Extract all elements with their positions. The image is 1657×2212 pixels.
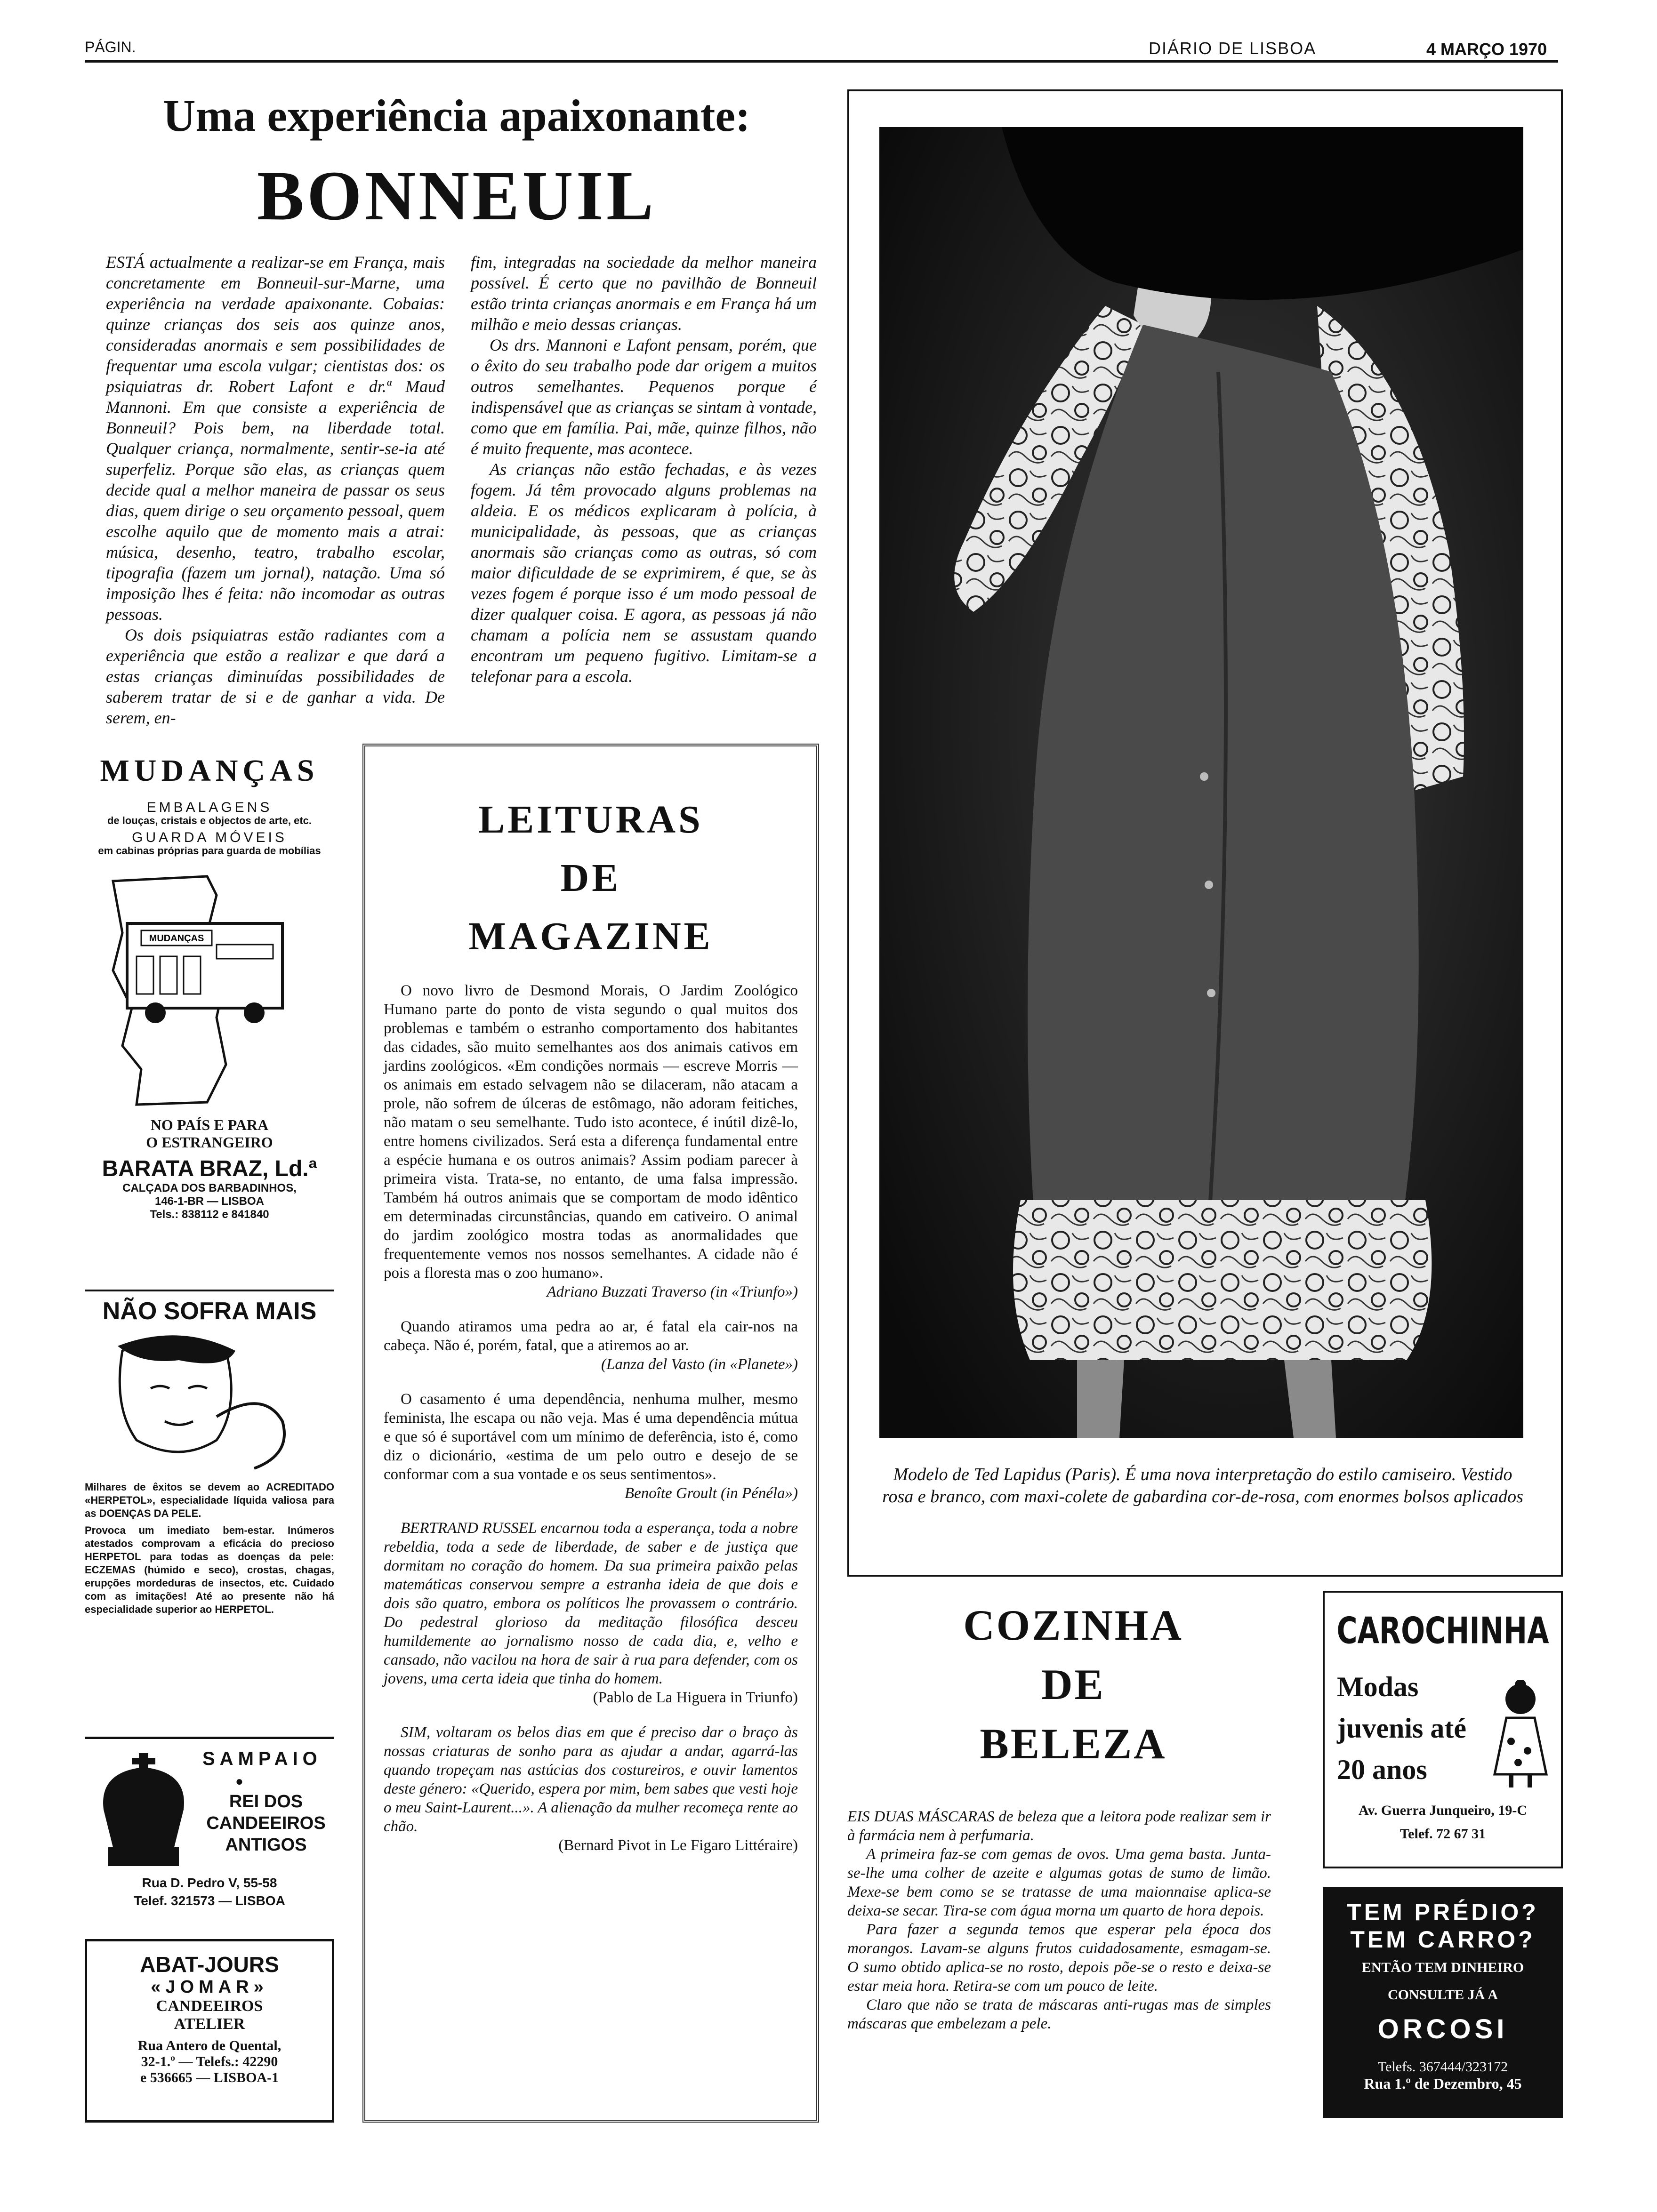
mudancas-title: MUDANÇAS (100, 753, 319, 788)
orcosi-name: ORCOSI (1377, 2014, 1508, 2044)
fashion-photo (879, 127, 1523, 1438)
carochinha-phone: Telef. 72 67 31 (1400, 1826, 1486, 1842)
mudancas-ad (85, 753, 334, 1252)
jomar-line: CANDEEIROS (156, 1997, 263, 2015)
truck-label: MUDANÇAS (149, 933, 204, 944)
cozinha-paragraph: A primeira faz-se com gemas de ovos. Uma gema basta. Junta-se-lhe uma colher de azeite e algumas gotas de sumo de limão. Mexe-se bem como se se tratasse de uma maionnaise aplica-se deixa-se secar. Tira-se com água morna um quarto de hora depois. (847, 1846, 1271, 1919)
orcosi-line: TEM CARRO? (1350, 1926, 1536, 1953)
sampaio-line: REI DOS (229, 1792, 303, 1811)
herpetol-text: Provoca um imediato bem-estar. Inúmeros atestados comprovam a eficácia do precioso HERPETOL para todas as doenças da pele: ECZEMAS (húmido e seco), crostas, chagas, erupções mordeduras de insectos, etc. Cuidado com as imitações! Até ao presente não há especialidade superior ao HERPETOL. (85, 1524, 334, 1615)
mudancas-address: CALÇADA DOS BARBADINHOS, (122, 1182, 297, 1194)
issue-date: 4 MARÇO 1970 (1426, 40, 1547, 59)
jomar-address: e 536665 — LISBOA-1 (140, 2070, 279, 2085)
newspaper-name: DIÁRIO DE LISBOA (1149, 39, 1317, 58)
mudancas-pais: NO PAÍS E PARA (150, 1116, 269, 1133)
carochinha-line: 20 anos (1337, 1754, 1427, 1785)
bonneuil-paragraph: fim, integradas na sociedade da melhor maneira possível. É certo que no pavilhão de Bonneuil estão trinta crianças anormais e em França há um milhão e meio dessas crianças. (471, 253, 817, 334)
carochinha-line: Modas (1337, 1671, 1419, 1702)
header-rule (85, 60, 1558, 63)
cozinha-title-line: BELEZA (980, 1720, 1167, 1768)
leituras-title-line: MAGAZINE (468, 914, 713, 958)
orcosi-phone: Telefs. 367444/323172 (1377, 2059, 1508, 2075)
jomar-address: Rua Antero de Quental, (137, 2038, 282, 2053)
sampaio-phone: Telef. 321573 — LISBOA (134, 1893, 285, 1908)
orcosi-address: Rua 1.º de Dezembro, 45 (1364, 2075, 1522, 2092)
sampaio-ad (85, 1737, 334, 1915)
page-label: PÁGIN. (85, 39, 136, 56)
leituras-quote: O novo livro de Desmond Morais, O Jardim Zoológico Humano parte do ponto de vista segundo o qual muitos dos problemas e também o estranho comportamento dos habitantes das cidades, são muito semelhantes aos dos animais cativos em jardins zoológicos. «Em condições normais — escreve Morris — os animais em estado selvagem não se dilaceram, não atacam a prole, não sofrem de úlceras de estômago, não adoram feitiches, não matam o seu semelhante. Tudo isto acontece, é inútil dizê-lo, entre homens civilizados. Será esta a diferença fundamental entre a espécie humana e os outros animais? Assim podiam parecer à primeira vista. Trata-se, no entanto, de uma falsa impressão. Também há outros animais que se comportam de modo idêntico em determinadas circunstâncias, quando em cativeiro. O animal do jardim zoológico mostra todas as anormalidades que frequentemente vemos nos nossos semelhantes. A cidade não é pois a floresta mas o zoo humano». (384, 982, 798, 1282)
herpetol-ad (85, 1290, 334, 1713)
bonneuil-paragraph: ESTÁ actualmente a realizar-se em França, mais concretamente em Bonneuil-sur-Marne, uma experiência na verdade apaixonante. Cobaias: quinze crianças dos seis aos quinze anos, consideradas anormais e sem possibilidades de frequentar uma escola vulgar; cientistas dos: os psiquiatras dr. Robert Lafont e dr.ª Maud Mannoni. Em que consiste a experiência de Bonneuil? Pois bem, na liberdade total. Qualquer criança, normalmente, sentir-se-ia até superfeliz. Porque são elas, as crianças quem decide qual a melhor maneira de passar os seus dias, quem dirige o seu orçamento pessoal, quem escolhe aquilo que de momento mais a atrai: música, desenho, teatro, trabalho escolar, tipografia (fazem um jornal), natação. Uma só imposição lhes é feita: não incomodar as outras pessoas. (106, 253, 445, 624)
leituras-body (384, 981, 798, 1871)
bonneuil-column-2 (471, 252, 817, 687)
bonneuil-column-1 (106, 252, 445, 728)
mudancas-line: de louças, cristais e objectos de arte, etc. (107, 815, 312, 826)
sampaio-line: CANDEEIROS (206, 1813, 326, 1833)
leituras-quote: Quando atiramos uma pedra ao ar, é fatal ela cair-nos na cabeça. Não é, porém, fatal, que a atiremos ao ar. (384, 1318, 798, 1354)
mudancas-line: em cabinas próprias para guarda de mobílias (98, 845, 321, 857)
woman-face-icon (85, 1332, 330, 1473)
mudancas-phone: Tels.: 838112 e 841840 (150, 1208, 269, 1221)
bonneuil-paragraph: As crianças não estão fechadas, e às vezes fogem. Já têm provocado alguns problemas na aldeia. E os médicos explicaram à polícia, à municipalidade, às pessoas, que as crianças anormais são crianças como as outras, só com maior dificuldade de se exprimirem, é que, se às vezes fogem é porque isso é um modo pessoal de dizer qualquer coisa. E agora, as pessoas já não chamam a polícia nem se assustam quando encontram um pequeno fugitivo. Limitam-se a telefonar para a escola. (471, 460, 817, 686)
doll-icon (1492, 1680, 1549, 1788)
bullet-dot: ● (235, 1774, 243, 1788)
cozinha-body (847, 1807, 1271, 2033)
leituras-title-line: LEITURAS (478, 798, 703, 842)
jomar-ad (85, 1939, 334, 2123)
jomar-brand: «JOMAR» (151, 1977, 268, 1997)
orcosi-line: CONSULTE JÁ A (1388, 1987, 1498, 2003)
herpetol-title: NÃO SOFRA MAIS (102, 1298, 317, 1325)
orcosi-ad (1323, 1887, 1563, 2118)
carochinha-slogan (1337, 1666, 1466, 1790)
cozinha-paragraph: EIS DUAS MÁSCARAS de beleza que a leitora pode realizar sem ir à farmácia nem à perfumaria. (847, 1808, 1271, 1844)
cozinha-title (847, 1595, 1299, 1773)
jomar-line: ATELIER (174, 2015, 245, 2033)
cozinha-title-line: DE (1041, 1660, 1105, 1708)
leituras-title-line: DE (560, 856, 621, 900)
sampaio-address: Rua D. Pedro V, 55-58 (142, 1875, 277, 1890)
sampaio-name: SAMPAIO (202, 1748, 322, 1769)
mudancas-estrangeiro: O ESTRANGEIRO (146, 1134, 273, 1151)
mudancas-address: 146-1-BR — LISBOA (154, 1195, 265, 1208)
bonneuil-paragraph: Os drs. Mannoni e Lafont pensam, porém, que o êxito do seu trabalho pode dar origem a muitos outros semelhantes. Pequenos porque é indispensável que as crianças se sintam à vontade, como que em família. Pai, mãe, quinze filhos, não é muito frequente, mas acontece. (471, 336, 817, 458)
carochinha-line: juvenis até (1337, 1713, 1466, 1744)
leituras-source: Adriano Buzzati Traverso (in «Triunfo») (547, 1283, 798, 1300)
crown-icon (94, 1753, 193, 1875)
leituras-source: (Lanza del Vasto (in «Planete») (601, 1356, 798, 1373)
leituras-source: Benoîte Groult (in Pénéla») (624, 1485, 798, 1502)
mudancas-guarda-moveis: GUARDA MÓVEIS (132, 830, 287, 845)
mudancas-embalagens: EMBALAGENS (146, 800, 273, 815)
jomar-address: 32-1.º — Telefs.: 42290 (141, 2054, 278, 2069)
mudancas-company: BARATA BRAZ, Ld.ª (102, 1156, 317, 1181)
carochinha-title: CAROCHINHA (1336, 1610, 1549, 1652)
orcosi-line: ENTÃO TEM DINHEIRO (1361, 1960, 1524, 1975)
leituras-quote: O casamento é uma dependência, nenhuma mulher, mesmo feminista, lhe escapa ou não veja. Mas é uma dependência mútua e que só é suportável com um mínimo de deferência, isto é, como diz o dicionário, «estima de um pelo outro e desejo de se conformar com a sua vontade e os seus sentimentos». (384, 1391, 798, 1483)
cozinha-paragraph: Claro que não se trata de máscaras anti-rugas mas de simples máscaras que embelezam a pele. (847, 1996, 1271, 2032)
cozinha-title-line: COZINHA (963, 1601, 1183, 1649)
model-figure-image (879, 127, 1523, 1438)
sampaio-slogan (198, 1791, 334, 1856)
cozinha-paragraph: Para fazer a segunda temos que esperar pela época dos morangos. Lavam-se alguns frutos cuidadosamente, esmagam-se. O sumo obtido aplica-se no rosto, depois põe-se o resto e deixa-se estar meia hora. Retira-se com um pouco de leite. (847, 1921, 1271, 1995)
carochinha-address: Av. Guerra Junqueiro, 19-C (1358, 1803, 1528, 1818)
leituras-quote: BERTRAND RUSSEL encarnou toda a esperança, toda a nobre rebeldia, toda a sede de liberdade, de saber e de justiça que dormitam no coração do homem. Da sua primeira paixão pelas matemáticas conservou sempre a estranha ideia de que dois e dois são quatro, embora os políticos lhe provassem o contrário. Do pedestral glorioso da meditação filosófica desceu humildemente ao jornalismo nosso de cada dia, e, velho e cansado, não vacilou na hora de sair à rua para defender, com os jovens, uma certa ideia que tinha do homem. (384, 1520, 798, 1687)
bonneuil-kicker: Uma experiência apaixonante: (163, 90, 750, 141)
leituras-source: (Pablo de La Higuera in Triunfo) (593, 1689, 798, 1706)
leituras-title (377, 791, 805, 966)
leituras-quote: SIM, voltaram os belos dias em que é preciso dar o braço às nossas criaturas de sonho para as ajudar a andar, agarrá-las quando tropeçam nas astúcias dos costureiros, e ouvir lamentos deste género: «Querido, espera por mim, bem sabes que vesti hoje o meu Saint-Laurent...». A alienação da mulher recomeça rente ao chão. (384, 1724, 798, 1835)
jomar-title: ABAT-JOURS (140, 1952, 279, 1977)
portugal-map-truck-icon (85, 867, 320, 1112)
bonneuil-paragraph: Os dois psiquiatras estão radiantes com a experiência que estão a realizar e que dará a estas crianças diminuídas possibilidades de saberem tratar de si e de ganhar a vida. De serem, en- (106, 625, 445, 727)
bonneuil-title: BONNEUIL (257, 157, 657, 235)
photo-caption: Modelo de Ted Lapidus (Paris). É uma nova interpretação do estilo camiseiro. Vestido rosa e branco, com maxi-colete de gabardina cor-de-rosa, com enormes bolsos aplicados (882, 1465, 1523, 1507)
orcosi-line: TEM PRÉDIO? (1347, 1899, 1539, 1925)
leituras-source: (Bernard Pivot in Le Figaro Littéraire) (558, 1837, 798, 1854)
herpetol-text: Milhares de êxitos se devem ao ACREDITADO «HERPETOL», especialidade líquida valiosa para as DOENÇAS DA PELE. (85, 1481, 334, 1519)
sampaio-line: ANTIGOS (225, 1835, 307, 1855)
